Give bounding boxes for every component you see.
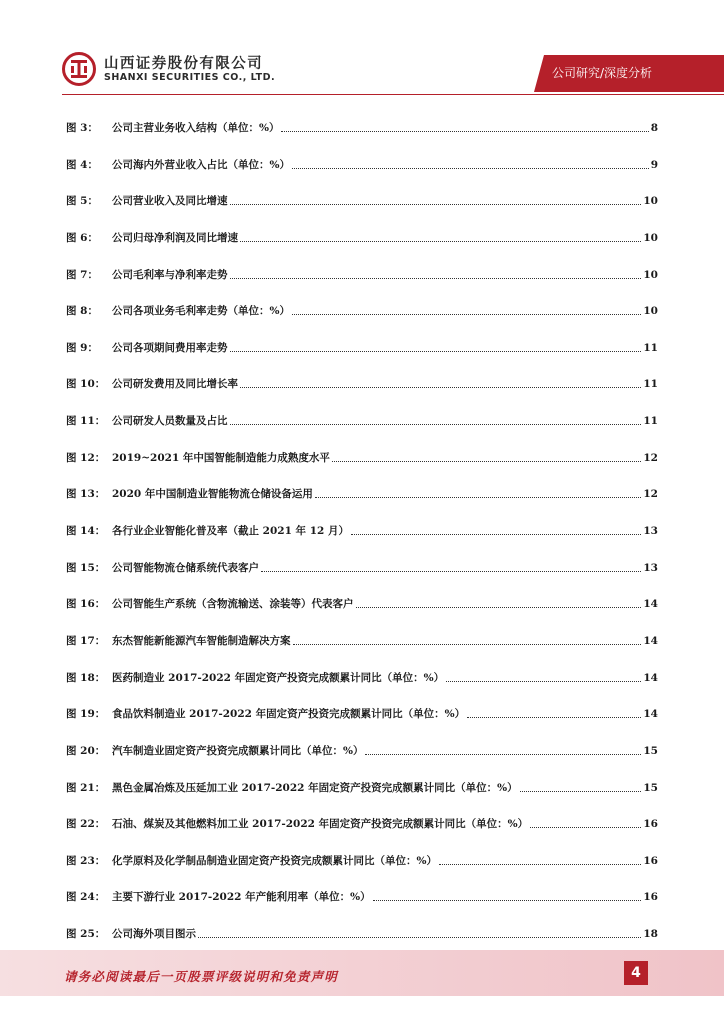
figure-entry[interactable] bbox=[66, 154, 658, 172]
figure-number: 图 12： bbox=[66, 452, 106, 464]
figure-entry[interactable] bbox=[66, 740, 658, 758]
figure-number: 图 15： bbox=[66, 562, 106, 574]
figure-number: 图 14： bbox=[66, 525, 106, 537]
figure-entry[interactable] bbox=[66, 777, 658, 795]
figure-page-number: 12 bbox=[643, 488, 658, 500]
figure-page-number: 14 bbox=[643, 635, 658, 647]
figure-entry[interactable] bbox=[66, 337, 658, 355]
figure-title: 各行业企业智能化普及率（截止 2021 年 12 月） bbox=[112, 525, 349, 537]
dot-leader bbox=[373, 899, 642, 901]
figure-title: 公司主营业务收入结构（单位：%） bbox=[112, 122, 280, 134]
figure-title: 公司研发人员数量及占比 bbox=[112, 415, 228, 427]
figure-page-number: 16 bbox=[643, 818, 658, 830]
figure-entry[interactable] bbox=[66, 227, 658, 245]
figure-entry[interactable] bbox=[66, 593, 658, 611]
figure-title: 公司各项业务毛利率走势（单位：%） bbox=[112, 305, 290, 317]
figure-page-number: 16 bbox=[643, 891, 658, 903]
figure-title: 公司各项期间费用率走势 bbox=[112, 342, 228, 354]
disclaimer-notice: 请务必阅读最后一页股票评级说明和免责声明 bbox=[64, 969, 339, 984]
figure-page-number: 13 bbox=[643, 562, 658, 574]
figure-number: 图 5： bbox=[66, 195, 98, 207]
figure-number: 图 17： bbox=[66, 635, 106, 647]
figure-page-number: 11 bbox=[643, 342, 658, 354]
figure-title: 公司智能物流仓储系统代表客户 bbox=[112, 562, 259, 574]
figure-title: 2019~2021 年中国智能制造能力成熟度水平 bbox=[112, 452, 330, 464]
figure-page-number: 13 bbox=[643, 525, 658, 537]
figure-number: 图 20： bbox=[66, 745, 106, 757]
figure-title: 公司智能生产系统（含物流输送、涂装等）代表客户 bbox=[112, 598, 354, 610]
figure-entry[interactable] bbox=[66, 483, 658, 501]
figure-page-number: 10 bbox=[643, 195, 658, 207]
figure-entry[interactable] bbox=[66, 886, 658, 904]
dot-leader bbox=[281, 130, 648, 132]
figure-page-number: 18 bbox=[643, 928, 658, 940]
figure-page-number: 14 bbox=[643, 708, 658, 720]
figure-number: 图 21： bbox=[66, 782, 106, 794]
figure-number: 图 25： bbox=[66, 928, 106, 940]
dot-leader bbox=[230, 203, 642, 205]
figure-page-number: 12 bbox=[643, 452, 658, 464]
figure-number: 图 10： bbox=[66, 378, 106, 390]
page-header bbox=[0, 0, 724, 100]
dot-leader bbox=[240, 240, 641, 242]
figure-entry[interactable] bbox=[66, 850, 658, 868]
dot-leader bbox=[356, 606, 642, 608]
figure-number: 图 19： bbox=[66, 708, 106, 720]
figure-title: 公司研发费用及同比增长率 bbox=[112, 378, 238, 390]
figure-number: 图 7： bbox=[66, 269, 98, 281]
figure-entry[interactable] bbox=[66, 630, 658, 648]
figure-number: 图 6： bbox=[66, 232, 98, 244]
figure-page-number: 10 bbox=[643, 305, 658, 317]
figure-page-number: 8 bbox=[650, 122, 658, 134]
dot-leader bbox=[520, 790, 642, 792]
figure-number: 图 11： bbox=[66, 415, 106, 427]
dot-leader bbox=[198, 936, 641, 938]
figure-title: 食品饮料制造业 2017-2022 年固定资产投资完成额累计同比（单位：%） bbox=[112, 708, 466, 720]
section-label: 公司研究/深度分析 bbox=[552, 66, 653, 80]
figure-title: 公司归母净利润及同比增速 bbox=[112, 232, 238, 244]
figure-number: 图 8： bbox=[66, 305, 98, 317]
figure-entry[interactable] bbox=[66, 264, 658, 282]
figure-entry[interactable] bbox=[66, 520, 658, 538]
dot-leader bbox=[292, 313, 641, 315]
figure-number: 图 24： bbox=[66, 891, 106, 903]
page-number: 4 bbox=[624, 961, 648, 985]
figure-title: 2020 年中国制造业智能物流仓储设备运用 bbox=[112, 488, 313, 500]
company-name-en: SHANXI SECURITIES CO., LTD. bbox=[104, 72, 276, 83]
dot-leader bbox=[530, 826, 641, 828]
dot-leader bbox=[292, 167, 649, 169]
figure-title: 医药制造业 2017-2022 年固定资产投资完成额累计同比（单位：%） bbox=[112, 672, 445, 684]
figure-entry[interactable] bbox=[66, 117, 658, 135]
figure-entry[interactable] bbox=[66, 813, 658, 831]
figure-entry[interactable] bbox=[66, 667, 658, 685]
dot-leader bbox=[439, 863, 641, 865]
figure-number: 图 18： bbox=[66, 672, 106, 684]
dot-leader bbox=[467, 716, 641, 718]
figure-number: 图 4： bbox=[66, 159, 98, 171]
figure-page-number: 10 bbox=[643, 232, 658, 244]
figure-number: 图 9： bbox=[66, 342, 98, 354]
dot-leader bbox=[293, 643, 642, 645]
company-name-cn: 山西证券股份有限公司 bbox=[104, 56, 263, 72]
figure-page-number: 15 bbox=[643, 745, 658, 757]
figure-page-number: 14 bbox=[643, 672, 658, 684]
figure-title: 汽车制造业固定资产投资完成额累计同比（单位：%） bbox=[112, 745, 364, 757]
figure-entry[interactable] bbox=[66, 557, 658, 575]
figure-title: 化学原料及化学制品制造业固定资产投资完成额累计同比（单位：%） bbox=[112, 855, 437, 867]
figure-page-number: 14 bbox=[643, 598, 658, 610]
figure-entry[interactable] bbox=[66, 300, 658, 318]
figure-title: 黑色金属冶炼及压延加工业 2017-2022 年固定资产投资完成额累计同比（单位：%） bbox=[112, 782, 518, 794]
dot-leader bbox=[261, 570, 641, 572]
figure-entry[interactable] bbox=[66, 923, 658, 941]
dot-leader bbox=[446, 680, 641, 682]
figure-number: 图 23： bbox=[66, 855, 106, 867]
dot-leader bbox=[230, 350, 642, 352]
shanxi-securities-logo-icon bbox=[62, 52, 96, 86]
dot-leader bbox=[230, 423, 642, 425]
dot-leader bbox=[230, 277, 642, 279]
figure-title: 公司营业收入及同比增速 bbox=[112, 195, 228, 207]
figure-entry[interactable] bbox=[66, 410, 658, 428]
dot-leader bbox=[332, 460, 641, 462]
dot-leader bbox=[240, 386, 641, 388]
figure-title: 公司海外项目图示 bbox=[112, 928, 196, 940]
figure-page-number: 11 bbox=[643, 415, 658, 427]
header-divider bbox=[62, 94, 724, 95]
figure-page-number: 15 bbox=[643, 782, 658, 794]
figure-entry[interactable] bbox=[66, 447, 658, 465]
figure-title: 主要下游行业 2017-2022 年产能利用率（单位：%） bbox=[112, 891, 371, 903]
figure-page-number: 9 bbox=[650, 159, 658, 171]
figure-number: 图 16： bbox=[66, 598, 106, 610]
figure-page-number: 11 bbox=[643, 378, 658, 390]
figure-page-number: 10 bbox=[643, 269, 658, 281]
dot-leader bbox=[315, 496, 641, 498]
dot-leader bbox=[351, 533, 641, 535]
figure-entry[interactable] bbox=[66, 190, 658, 208]
figure-entry[interactable] bbox=[66, 703, 658, 721]
dot-leader bbox=[365, 753, 641, 755]
figure-entry[interactable] bbox=[66, 373, 658, 391]
figure-title: 公司海内外营业收入占比（单位：%） bbox=[112, 159, 290, 171]
figure-page-number: 16 bbox=[643, 855, 658, 867]
figure-title: 石油、煤炭及其他燃料加工业 2017-2022 年固定资产投资完成额累计同比（单位：%） bbox=[112, 818, 529, 830]
figure-number: 图 13： bbox=[66, 488, 106, 500]
figure-title: 公司毛利率与净利率走势 bbox=[112, 269, 228, 281]
figure-number: 图 3： bbox=[66, 122, 98, 134]
figure-number: 图 22： bbox=[66, 818, 106, 830]
figure-title: 东杰智能新能源汽车智能制造解决方案 bbox=[112, 635, 291, 647]
